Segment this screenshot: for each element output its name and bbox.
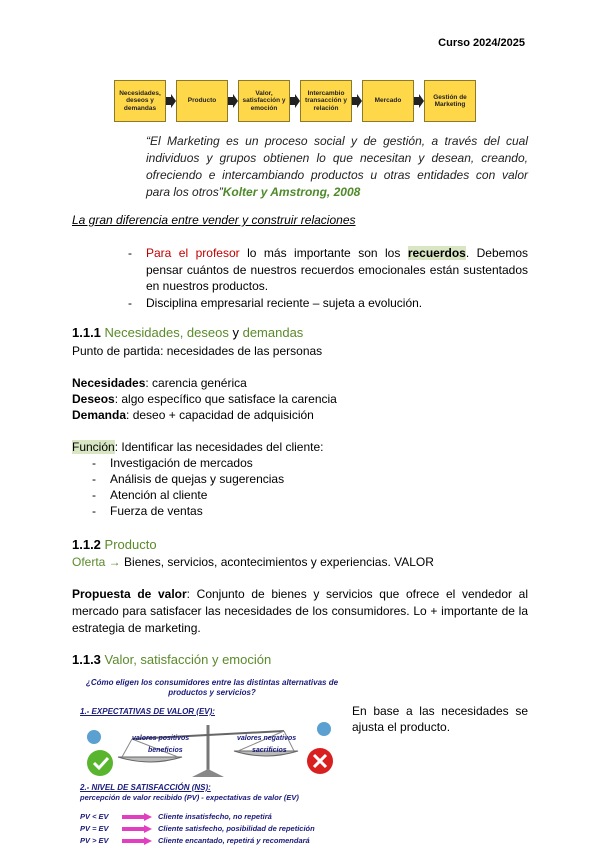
term: Deseos <box>72 392 115 406</box>
flow-box-valor: Valor, satisfacción y emoción <box>238 80 290 122</box>
section-heading-112 <box>72 537 157 552</box>
term: Necesidades <box>72 376 146 390</box>
list-item: - Fuerza de ventas <box>92 504 203 518</box>
sacrifices-label: sacrificios <box>252 747 287 754</box>
section-heading-113 <box>72 652 271 667</box>
flow-box-mercado: Mercado <box>362 80 414 122</box>
arrow-right-icon <box>122 825 152 833</box>
marketing-quote <box>146 133 528 201</box>
quote-text: “El Marketing es un proceso social y de gestión, a través del cual individuos y grupos obtienen lo que necesitan y desean, creando, ofreciendo e intercambiando productos u otras entidades con valor para los otros” <box>146 134 528 199</box>
function-line <box>72 439 324 455</box>
function-text: : Identificar las necesidades del cliente: <box>114 440 324 454</box>
arrow-right-icon <box>352 80 362 122</box>
arrow-right-icon <box>414 80 424 122</box>
benefits-label: beneficios <box>148 747 183 754</box>
quote-author: Kolter y Amstrong, 2008 <box>222 185 361 199</box>
course-label: Curso 2024/2025 <box>438 37 525 49</box>
arrow-right-icon <box>122 837 152 845</box>
flow-box-necesidades: Necesidades, deseos y demandas <box>114 80 166 122</box>
subheading: La gran diferencia entre vender y construir relaciones <box>72 213 356 227</box>
side-note: En base a las necesidades se ajusta el producto. <box>352 704 528 734</box>
balance-scale-icon <box>72 717 344 781</box>
positive-values-label: valores positivos <box>132 735 190 742</box>
list-item: - Para el profesor lo más importante son los recuerdos. Debemos pensar cuántos de nuestros recuerdos emocionales están sustentados en nuestros productos. <box>128 246 528 293</box>
section-number: 1.1.2 <box>72 537 101 552</box>
definition: : deseo + capacidad de adquisición <box>126 408 314 422</box>
list-item: - Investigación de mercados <box>92 456 253 470</box>
section-title: Necesidades, deseos <box>104 325 229 340</box>
list-text: Análisis de quejas y sugerencias <box>110 472 285 486</box>
list-text: lo más importante son los <box>239 246 408 260</box>
oferta-label: Oferta → <box>72 555 121 569</box>
function-label: Función <box>72 440 115 454</box>
marketing-flow-diagram <box>114 79 494 123</box>
list-text: Fuerza de ventas <box>110 504 203 518</box>
oferta-text: Bienes, servicios, acontecimientos y experiencias. VALOR <box>120 555 434 569</box>
row-result-1: Cliente insatisfecho, no repetirá <box>158 812 272 821</box>
arrow-right-icon <box>166 80 176 122</box>
professor-label: Para el profesor <box>146 246 240 260</box>
section-title: Valor, satisfacción y emoción <box>104 652 272 667</box>
definition: : Conjunto de bienes y servicios que ofrece el vendedor al mercado para satisfacer las necesidades de los consumidores. Lo + importante de la estrategia de marketing. <box>72 587 528 635</box>
list-text: Atención al cliente <box>110 488 208 502</box>
list-text: Disciplina empresarial reciente – sujeta a evolución. <box>146 295 423 310</box>
row-pv-gt-ev: PV > EV <box>80 836 109 845</box>
term: Propuesta de valor <box>72 587 187 601</box>
arrow-right-icon <box>290 80 300 122</box>
flow-box-intercambio: Intercambio transacción y relación <box>300 80 352 122</box>
bullet-list-relations <box>128 245 528 311</box>
list-item: - Disciplina empresarial reciente – sujeta a evolución. <box>128 295 423 310</box>
term: Demanda <box>72 408 127 422</box>
section-number: 1.1.3 <box>72 652 101 667</box>
definition-necesidades <box>72 375 247 391</box>
row-result-2: Cliente satisfecho, posibilidad de repetición <box>158 824 315 833</box>
value-proposition <box>72 586 528 637</box>
section-title: Producto <box>104 537 157 552</box>
list-text: Investigación de mercados <box>110 456 253 470</box>
function-list <box>92 455 284 519</box>
flow-box-producto: Producto <box>176 80 228 122</box>
oferta-line <box>72 554 434 570</box>
arrow-right-icon <box>122 813 152 821</box>
recuerdos-highlight: recuerdos <box>407 246 466 260</box>
definition-deseos <box>72 391 337 407</box>
section-title-conj: y <box>228 325 243 340</box>
list-text: . Debemos pensar cuántos de nuestros recuerdos emocionales están sustentados en nuestros productos. <box>146 246 528 293</box>
row-pv-eq-ev: PV = EV <box>80 824 109 833</box>
definition: : carencia genérica <box>145 376 247 390</box>
figure-question: ¿Cómo eligen los consumidores entre las distintas alternativas de productos y servicios? <box>85 678 339 697</box>
definition-demanda <box>72 407 314 423</box>
figure-ns-heading: 2.- NIVEL DE SATISFACCIÓN (NS): <box>80 783 211 792</box>
section-title: demandas <box>242 325 304 340</box>
section-number: 1.1.1 <box>72 325 101 340</box>
definition: : algo específico que satisface la carencia <box>114 392 337 406</box>
row-pv-lt-ev: PV < EV <box>80 812 109 821</box>
arrow-right-icon <box>228 80 238 122</box>
negative-values-label: valores negativos <box>237 735 297 742</box>
intro-text: Punto de partida: necesidades de las personas <box>72 344 323 358</box>
figure-ns-formula: percepción de valor recibido (PV) - expectativas de valor (EV) <box>80 793 299 802</box>
list-item: - Atención al cliente <box>92 488 208 502</box>
list-item: - Análisis de quejas y sugerencias <box>92 472 285 486</box>
flow-box-gestion: Gestión de Marketing <box>424 80 476 122</box>
row-result-3: Cliente encantado, repetirá y recomendará <box>158 836 310 845</box>
figure-ev-heading: 1.- EXPECTATIVAS DE VALOR (EV): <box>80 707 215 716</box>
section-heading-111 <box>72 325 303 340</box>
value-satisfaction-figure <box>72 675 344 848</box>
